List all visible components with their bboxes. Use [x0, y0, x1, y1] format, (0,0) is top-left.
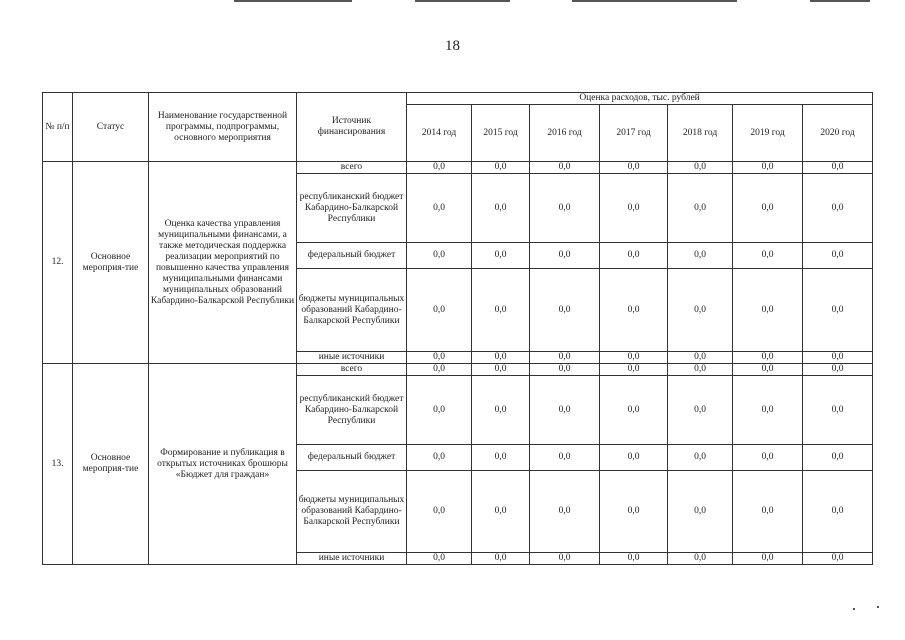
value-cell: 0,0 — [668, 162, 733, 174]
value-cell: 0,0 — [530, 162, 600, 174]
value-cell: 0,0 — [530, 269, 600, 352]
value-cell: 0,0 — [733, 445, 803, 471]
value-cell: 0,0 — [472, 445, 530, 471]
value-cell: 0,0 — [733, 243, 803, 269]
value-cell: 0,0 — [407, 376, 472, 445]
value-cell: 0,0 — [530, 243, 600, 269]
value-cell: 0,0 — [733, 352, 803, 364]
value-cell: 0,0 — [803, 162, 873, 174]
row-status: Основное мероприя-тие — [73, 162, 149, 364]
value-cell: 0,0 — [600, 471, 668, 553]
value-cell: 0,0 — [733, 162, 803, 174]
header-estimate: Оценка расходов, тыс. рублей — [407, 93, 873, 105]
value-cell: 0,0 — [472, 174, 530, 243]
row-number: 13. — [43, 364, 73, 565]
value-cell: 0,0 — [407, 471, 472, 553]
value-cell: 0,0 — [668, 364, 733, 376]
source-label: всего — [297, 162, 407, 174]
source-label: федеральный бюджет — [297, 445, 407, 471]
source-label: иные источники — [297, 352, 407, 364]
value-cell: 0,0 — [733, 364, 803, 376]
value-cell: 0,0 — [803, 243, 873, 269]
page-number: 18 — [445, 38, 460, 54]
scan-artifact-line — [810, 0, 870, 2]
value-cell: 0,0 — [733, 269, 803, 352]
row-measure-name: Формирование и публикация в открытых источниках брошюры «Бюджет для граждан» — [149, 364, 297, 565]
header-source: Источник финансирования — [297, 93, 407, 162]
header-year: 2020 год — [803, 105, 873, 162]
value-cell: 0,0 — [472, 352, 530, 364]
value-cell: 0,0 — [803, 471, 873, 553]
source-label: республиканский бюджет Кабардино-Балкарской Республики — [297, 376, 407, 445]
value-cell: 0,0 — [472, 471, 530, 553]
header-row — [43, 93, 873, 105]
value-cell: 0,0 — [472, 269, 530, 352]
source-label: всего — [297, 364, 407, 376]
source-label: бюджеты муниципальных образований Кабардино-Балкарской Республики — [297, 269, 407, 352]
value-cell: 0,0 — [600, 364, 668, 376]
value-cell: 0,0 — [472, 553, 530, 565]
value-cell: 0,0 — [600, 162, 668, 174]
value-cell: 0,0 — [803, 269, 873, 352]
value-cell: 0,0 — [600, 174, 668, 243]
source-label: федеральный бюджет — [297, 243, 407, 269]
value-cell: 0,0 — [668, 269, 733, 352]
scan-artifact-line — [234, 0, 352, 2]
header-year: 2019 год — [733, 105, 803, 162]
value-cell: 0,0 — [472, 376, 530, 445]
header-year: 2016 год — [530, 105, 600, 162]
scan-speck — [853, 608, 855, 610]
value-cell: 0,0 — [668, 174, 733, 243]
value-cell: 0,0 — [600, 269, 668, 352]
table-row — [43, 162, 873, 174]
value-cell: 0,0 — [407, 162, 472, 174]
scan-speck — [877, 606, 879, 608]
value-cell: 0,0 — [803, 364, 873, 376]
value-cell: 0,0 — [530, 471, 600, 553]
value-cell: 0,0 — [600, 376, 668, 445]
budget-estimate-table — [42, 92, 873, 565]
row-status: Основное мероприя-тие — [73, 364, 149, 565]
value-cell: 0,0 — [803, 553, 873, 565]
row-number: 12. — [43, 162, 73, 364]
value-cell: 0,0 — [803, 352, 873, 364]
value-cell: 0,0 — [407, 553, 472, 565]
scan-artifact-line — [415, 0, 510, 2]
value-cell: 0,0 — [668, 553, 733, 565]
table-row — [43, 364, 873, 376]
scan-artifact-line — [572, 0, 737, 2]
header-name: Наименование государственной программы, подпрограммы, основного мероприятия — [149, 93, 297, 162]
header-year: 2015 год — [472, 105, 530, 162]
value-cell: 0,0 — [407, 445, 472, 471]
value-cell: 0,0 — [600, 352, 668, 364]
value-cell: 0,0 — [600, 243, 668, 269]
value-cell: 0,0 — [472, 162, 530, 174]
value-cell: 0,0 — [530, 364, 600, 376]
value-cell: 0,0 — [407, 243, 472, 269]
header-status: Статус — [73, 93, 149, 162]
value-cell: 0,0 — [733, 553, 803, 565]
value-cell: 0,0 — [600, 553, 668, 565]
value-cell: 0,0 — [530, 553, 600, 565]
value-cell: 0,0 — [407, 364, 472, 376]
header-year: 2017 год — [600, 105, 668, 162]
header-num: № п/п — [43, 93, 73, 162]
value-cell: 0,0 — [530, 174, 600, 243]
source-label: республиканский бюджет Кабардино-Балкарской Республики — [297, 174, 407, 243]
value-cell: 0,0 — [668, 376, 733, 445]
source-label: бюджеты муниципальных образований Кабардино-Балкарской Республики — [297, 471, 407, 553]
value-cell: 0,0 — [530, 376, 600, 445]
value-cell: 0,0 — [668, 243, 733, 269]
value-cell: 0,0 — [733, 376, 803, 445]
value-cell: 0,0 — [472, 364, 530, 376]
value-cell: 0,0 — [803, 445, 873, 471]
value-cell: 0,0 — [407, 269, 472, 352]
header-year: 2014 год — [407, 105, 472, 162]
source-label: иные источники — [297, 553, 407, 565]
value-cell: 0,0 — [472, 243, 530, 269]
header-year: 2018 год — [668, 105, 733, 162]
value-cell: 0,0 — [668, 445, 733, 471]
value-cell: 0,0 — [530, 445, 600, 471]
value-cell: 0,0 — [803, 376, 873, 445]
value-cell: 0,0 — [407, 174, 472, 243]
value-cell: 0,0 — [600, 445, 668, 471]
value-cell: 0,0 — [803, 174, 873, 243]
value-cell: 0,0 — [733, 174, 803, 243]
value-cell: 0,0 — [530, 352, 600, 364]
value-cell: 0,0 — [668, 352, 733, 364]
value-cell: 0,0 — [668, 471, 733, 553]
value-cell: 0,0 — [733, 471, 803, 553]
value-cell: 0,0 — [407, 352, 472, 364]
row-measure-name: Оценка качества управления муниципальными финансами, а также методическая поддержка реализации мероприятий по повышенно качества управления муниципальными финансами муниципальных образований Кабардино-Балкарской Республики — [149, 162, 297, 364]
